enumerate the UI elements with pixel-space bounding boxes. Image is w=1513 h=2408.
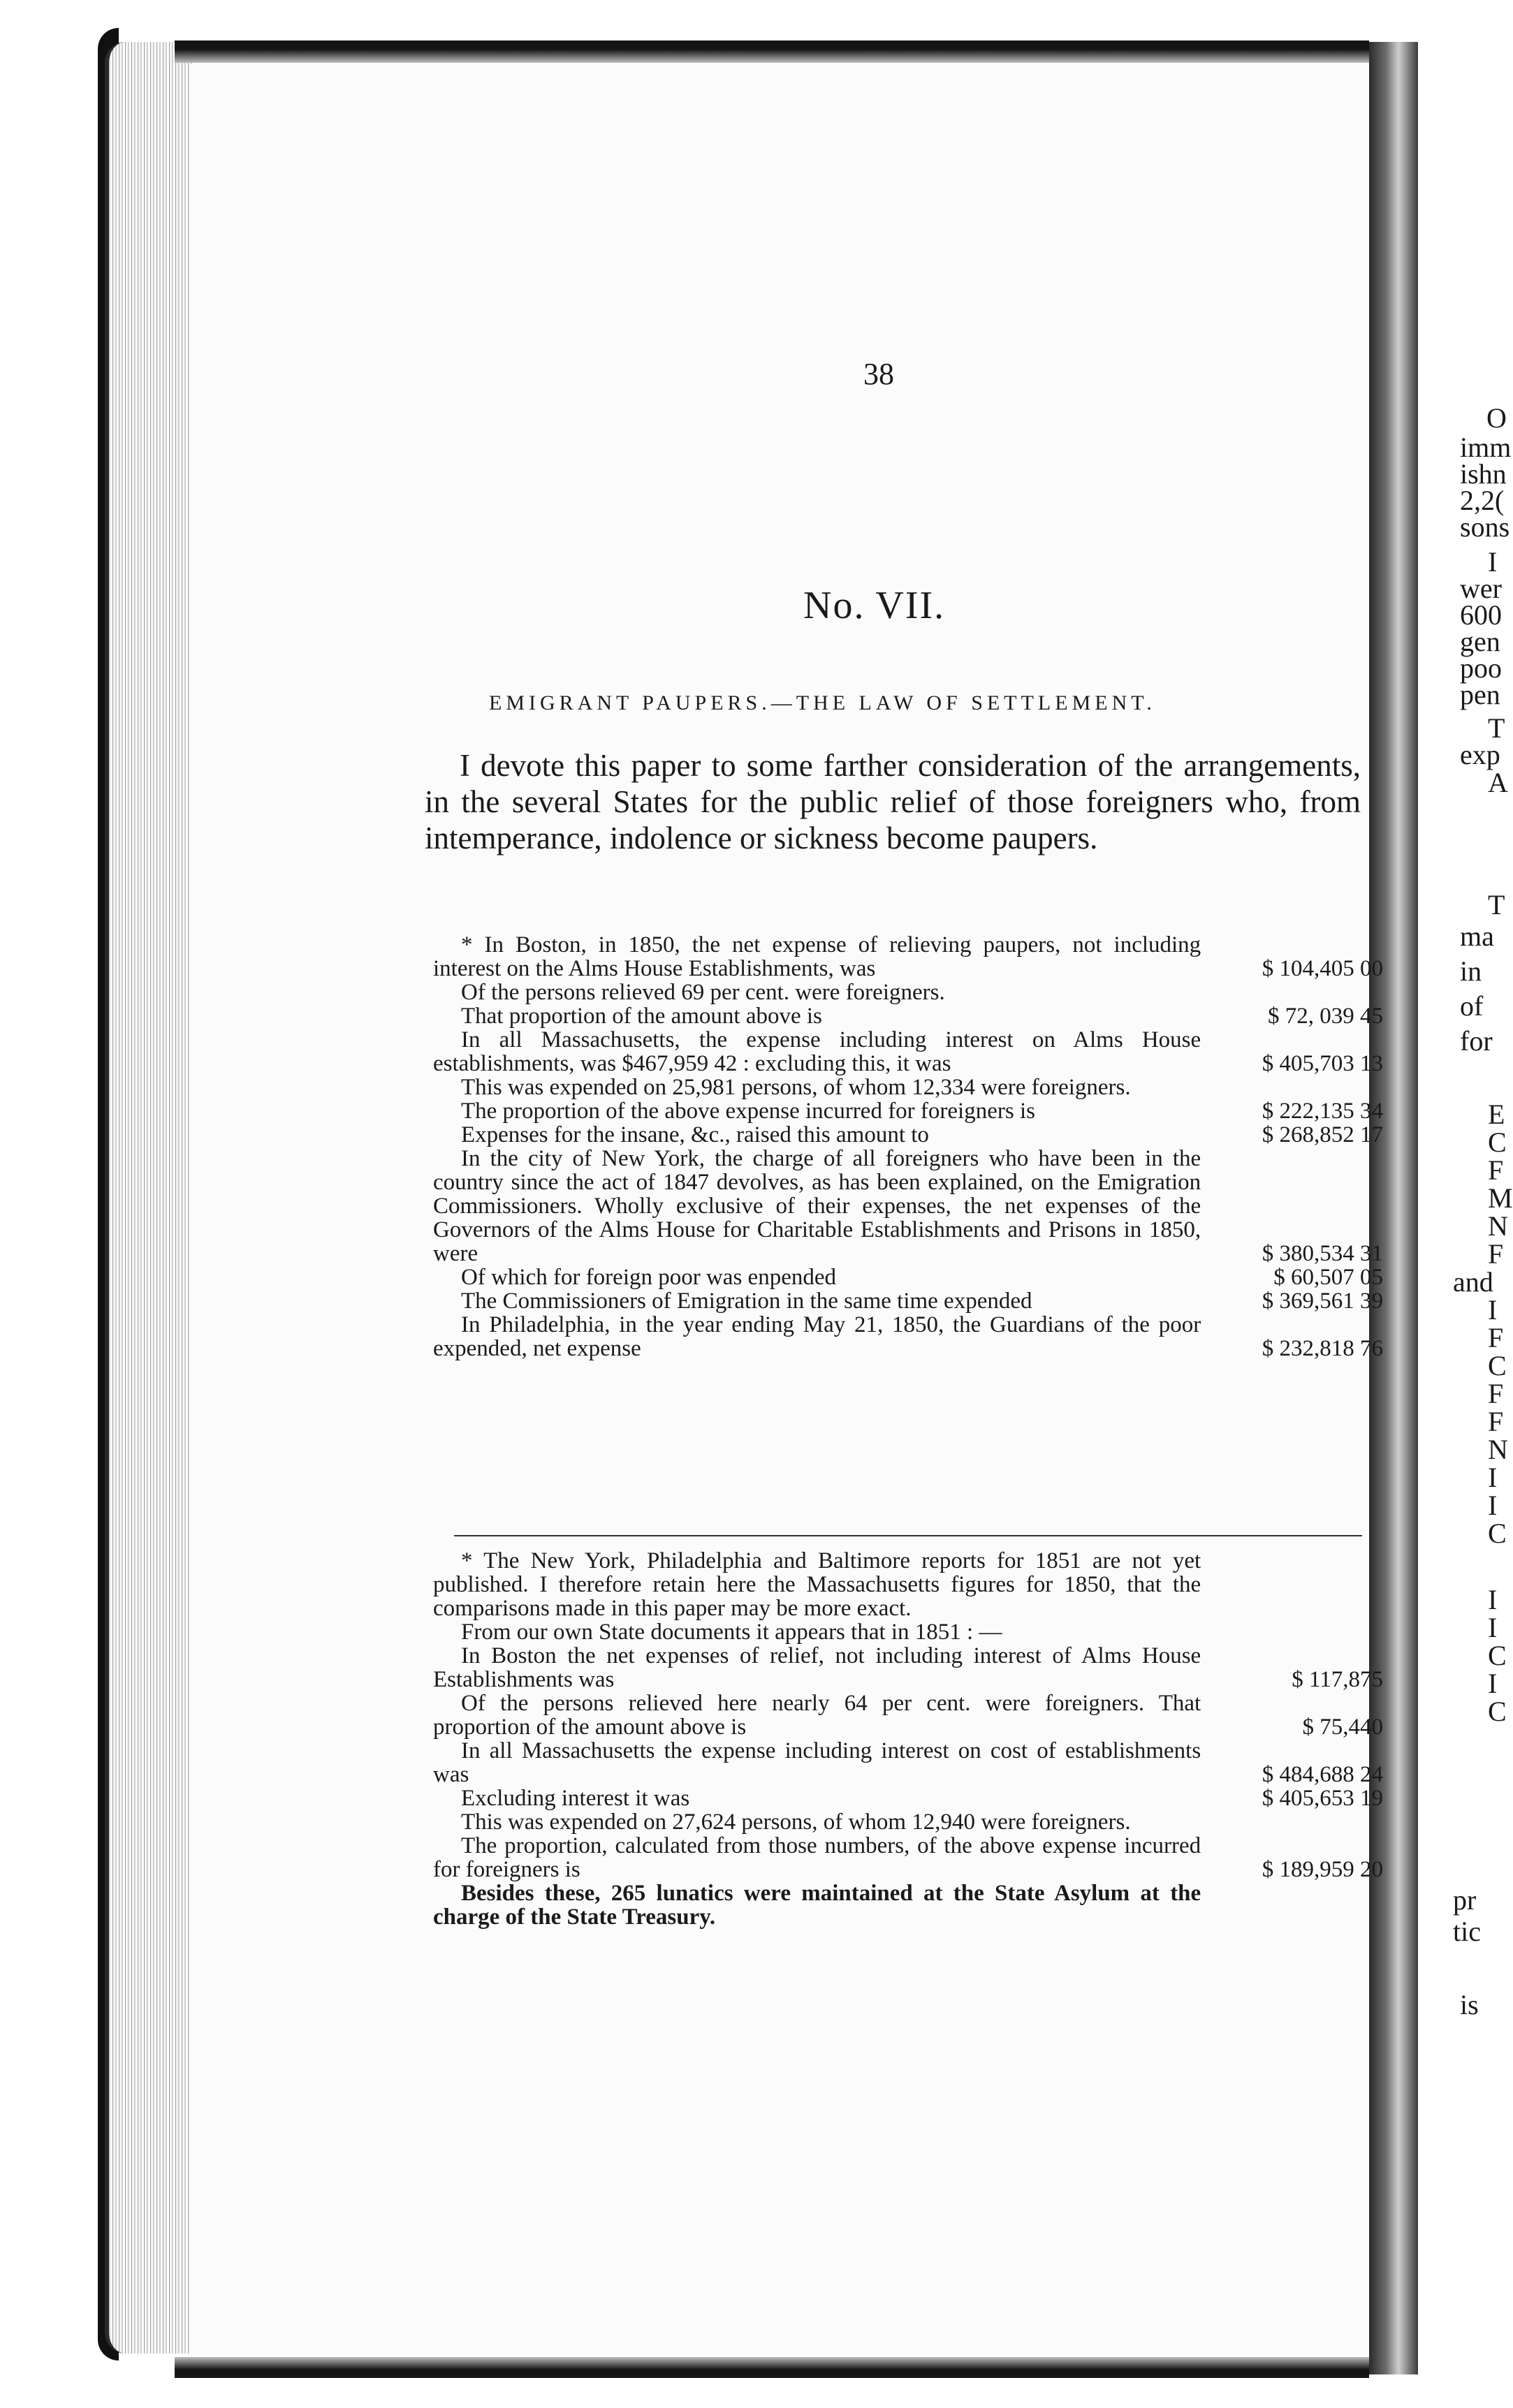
ledger-amount: $ 405,653 19: [1262, 1786, 1383, 1811]
right-page-fragment: exp: [1460, 739, 1500, 770]
right-page-fragment: C: [1488, 1696, 1507, 1727]
scan-top-border: [175, 41, 1369, 63]
ledger-text: In Boston the net expenses of relief, not including interest of Alms House Establishments was: [433, 1643, 1201, 1692]
ledger-text: * The New York, Philadelphia and Baltimore reports for 1851 are not yet published. I therefore retain here the Massachusetts figures for 1850, that the comparisons made in this paper may be more exact.: [433, 1548, 1201, 1621]
right-page-fragment: poo: [1460, 652, 1502, 684]
right-page-fragment: C: [1488, 1640, 1507, 1671]
right-page-fragment: N: [1488, 1210, 1508, 1242]
ledger-amount: $ 222,135 34: [1262, 1099, 1383, 1124]
right-page-fragment: I: [1488, 1294, 1498, 1326]
ledger-amount: $ 117,875: [1292, 1667, 1383, 1692]
right-page-fragment: F: [1488, 1378, 1504, 1409]
right-page-fragment: F: [1488, 1238, 1504, 1270]
ledger-row: [433, 1739, 1383, 1786]
right-page-fragment: N: [1488, 1434, 1508, 1465]
right-page-fragment: ma: [1460, 920, 1494, 952]
right-page-fragment: for: [1460, 1025, 1493, 1057]
ledger-text: Excluding interest it was: [461, 1786, 690, 1811]
right-page-fragment: I: [1488, 1612, 1498, 1643]
ledger-text: This was expended on 25,981 persons, of whom 12,334 were foreigners.: [461, 1075, 1131, 1100]
ledger-text: Of the persons relieved here nearly 64 per cent. were foreigners. That proportion of the amount above is: [433, 1691, 1201, 1740]
right-page-fragment: pen: [1460, 679, 1500, 710]
right-page-fragment: 600: [1460, 599, 1502, 631]
right-page-fragment: O: [1486, 402, 1507, 434]
ledger-amount: $ 60,507 05: [1273, 1265, 1383, 1290]
right-page-fragment: I: [1488, 1584, 1498, 1615]
ledger-text: * In Boston, in 1850, the net expense of relieving paupers, not including interest on the Alms House Establishments, was: [433, 932, 1201, 981]
right-page-fragment: A: [1488, 767, 1508, 798]
right-page-fragment: C: [1488, 1518, 1507, 1549]
ledger-text: The Commissioners of Emigration in the same time expended: [461, 1289, 1032, 1314]
ledger-row: [433, 1289, 1383, 1313]
ledger-amount: $ 484,688 24: [1262, 1762, 1383, 1787]
ledger-amount: $ 75,440: [1302, 1715, 1383, 1740]
right-page-fragment: ishn: [1460, 458, 1507, 490]
right-page-fragment: C: [1488, 1350, 1507, 1381]
ledger-text: In all Massachusetts the expense including interest on cost of establishments was: [433, 1738, 1201, 1787]
ledger-text: In Philadelphia, in the year ending May 21, 1850, the Guardians of the poor expended, net expense: [433, 1312, 1201, 1361]
ledger-row: [433, 1691, 1383, 1739]
right-page-fragment: in: [1460, 955, 1482, 987]
intro-text: I devote this paper to some farther consideration of the arrangements, in the several States for the public relief of those foreigners who, from intemperance, indolence or sickness become paupers.: [425, 748, 1361, 856]
right-page-fragment: I: [1488, 546, 1498, 578]
intro-paragraph: [425, 747, 1361, 856]
ledger-row: [433, 1123, 1383, 1147]
ledger-row: [433, 1004, 1383, 1028]
ledger-row: [433, 981, 1383, 1004]
right-page-fragment: F: [1488, 1322, 1504, 1353]
page-number: 38: [863, 357, 894, 391]
right-page-fragment: gen: [1460, 626, 1500, 657]
ledger-row: [433, 1265, 1383, 1289]
ledger-row: [433, 1147, 1383, 1265]
ledger-row: [433, 1313, 1383, 1360]
ledger-row: [433, 1075, 1383, 1099]
scan-bottom-border: [175, 2357, 1369, 2378]
right-page-fragment: I: [1488, 1462, 1498, 1493]
right-page-fragment: I: [1488, 1490, 1498, 1521]
ledger-amount: $ 104,405 00: [1262, 956, 1383, 981]
ledger-row: [433, 1834, 1383, 1881]
right-page-fragment: sons: [1460, 511, 1510, 543]
ledger-text: The proportion of the above expense incurred for foreigners is: [461, 1099, 1035, 1124]
footnote-2: [433, 1549, 1383, 1929]
section-number: No. VII.: [803, 584, 946, 627]
right-page-fragment: tic: [1453, 1916, 1481, 1947]
ledger-row: [433, 1881, 1383, 1929]
ledger-row: [433, 1644, 1383, 1691]
ledger-row: [433, 1028, 1383, 1075]
ledger-amount: $ 232,818 76: [1262, 1336, 1383, 1361]
right-page-fragment: of: [1460, 990, 1484, 1022]
right-page-fragment: F: [1488, 1406, 1504, 1437]
right-page-fragment: pr: [1453, 1884, 1477, 1916]
right-page-fragment: T: [1488, 712, 1505, 744]
right-page-fragment: 2,2(: [1460, 485, 1505, 516]
ledger-text: From our own State documents it appears that in 1851 : —: [461, 1620, 1002, 1645]
ledger-text: Expenses for the insane, &c., raised this amount to: [461, 1122, 929, 1147]
ledger-amount: $ 189,959 20: [1262, 1857, 1383, 1882]
right-page-fragment: F: [1488, 1154, 1504, 1186]
right-page-fragment: I: [1488, 1668, 1498, 1699]
ledger-row: [433, 1786, 1383, 1810]
right-page-fragment: imm: [1460, 432, 1512, 463]
ledger-row: [433, 1810, 1383, 1834]
ledger-row: [433, 1620, 1383, 1644]
ledger-text: This was expended on 27,624 persons, of whom 12,940 were foreigners.: [461, 1809, 1131, 1835]
footnote-separator: [454, 1535, 1362, 1536]
ledger-text: Besides these, 265 lunatics were maintained at the State Asylum at the charge of the State Treasury.: [433, 1881, 1201, 1930]
right-page-fragment: E: [1488, 1099, 1505, 1130]
ledger-amount: $ 380,534 31: [1262, 1241, 1383, 1266]
ledger-text: In the city of New York, the charge of all foreigners who have been in the country since the act of 1847 devolves, as has been explained, on the Emigration Commissioners. Wholly exclusive of their expenses, the net expenses of the Governors of the Alms House for Charitable Establishments and Prisons in 1850, were: [433, 1146, 1201, 1266]
ledger-amount: $ 72, 039 45: [1268, 1004, 1383, 1029]
right-page-fragment: and: [1453, 1266, 1493, 1298]
right-page-fragment: wer: [1460, 573, 1502, 604]
right-page-fragment: C: [1488, 1126, 1507, 1158]
right-page-fragment: T: [1488, 889, 1505, 920]
ledger-row: [433, 1099, 1383, 1123]
ledger-text: That proportion of the amount above is: [461, 1004, 822, 1029]
ledger-text: Of the persons relieved 69 per cent. were foreigners.: [461, 980, 945, 1005]
ledger-row: [433, 933, 1383, 981]
right-page-fragment: is: [1460, 1989, 1479, 2020]
ledger-text: Of which for foreign poor was enpended: [461, 1265, 836, 1290]
right-page-fragment: M: [1488, 1182, 1513, 1214]
ledger-amount: $ 405,703 13: [1262, 1051, 1383, 1076]
ledger-amount: $ 369,561 39: [1262, 1289, 1383, 1314]
ledger-row: [433, 1549, 1383, 1620]
ledger-text: The proportion, calculated from those numbers, of the above expense incurred for foreigners is: [433, 1833, 1201, 1882]
section-title: EMIGRANT PAUPERS.—THE LAW OF SETTLEMENT.: [489, 691, 1156, 714]
ledger-text: In all Massachusetts, the expense including interest on Alms House establishments, was $467,959 42 : excluding this, it was: [433, 1027, 1201, 1076]
footnote-1: [433, 933, 1383, 1360]
ledger-amount: $ 268,852 17: [1262, 1122, 1383, 1147]
page-edges: [105, 42, 193, 2354]
